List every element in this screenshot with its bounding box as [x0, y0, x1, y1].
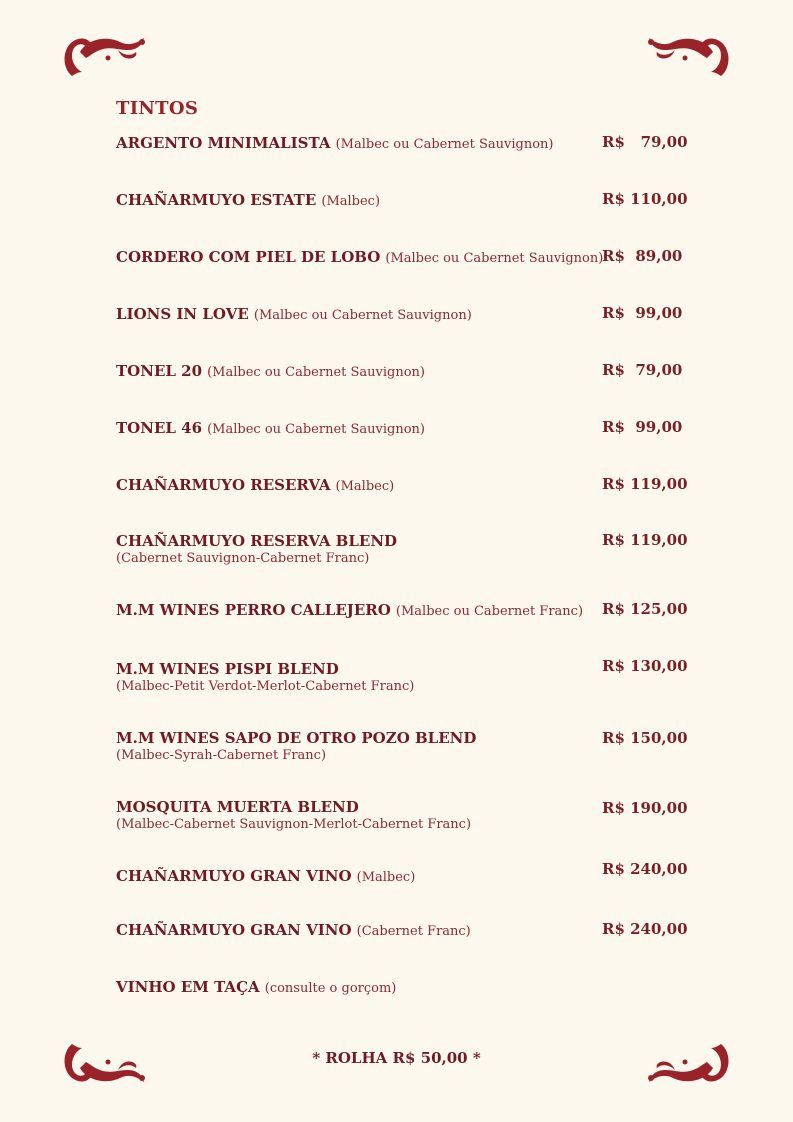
flourish-ornament-icon — [58, 28, 148, 80]
wine-name: CHAÑARMUYO ESTATE — [116, 191, 317, 209]
wine-price: R$ 240,00 — [602, 860, 688, 878]
wine-name: ARGENTO MINIMALISTA — [116, 134, 331, 152]
wine-price: R$ 130,00 — [602, 657, 688, 675]
wine-name: CHAÑARMUYO RESERVA — [116, 476, 331, 494]
wine-name: MOSQUITA MUERTA BLEND — [116, 798, 359, 816]
corkage-fee-note: * ROLHA R$ 50,00 * — [312, 1049, 481, 1067]
wine-name: CORDERO COM PIEL DE LOBO — [116, 248, 381, 266]
wine-grape: (consulte o gorçom) — [264, 981, 397, 996]
wine-price: R$ 240,00 — [602, 920, 688, 938]
section-title: TINTOS — [116, 98, 199, 119]
wine-price: R$ 99,00 — [602, 418, 683, 436]
wine-name: M.M WINES PERRO CALLEJERO — [116, 601, 391, 619]
wine-grape: (Malbec) — [335, 479, 395, 494]
wine-name: M.M WINES PISPI BLEND — [116, 660, 339, 678]
wine-grape: (Malbec-Petit Verdot-Merlot-Cabernet Franc) — [116, 679, 415, 694]
wine-grape: (Malbec-Syrah-Cabernet Franc) — [116, 748, 327, 763]
wine-price: R$ 119,00 — [602, 531, 688, 549]
wine-name: CHAÑARMUYO RESERVA BLEND — [116, 532, 398, 550]
wine-grape: (Malbec ou Cabernet Sauvignon) — [335, 137, 554, 152]
wine-price: R$ 150,00 — [602, 729, 688, 747]
wine-grape: (Malbec ou Cabernet Sauvignon) — [207, 365, 426, 380]
wine-price: R$ 119,00 — [602, 475, 688, 493]
wine-grape: (Malbec ou Cabernet Franc) — [395, 604, 584, 619]
wine-name: CHAÑARMUYO GRAN VINO — [116, 921, 352, 939]
wine-price: R$ 110,00 — [602, 190, 688, 208]
wine-name: CHAÑARMUYO GRAN VINO — [116, 867, 352, 885]
wine-grape: (Cabernet Franc) — [356, 924, 471, 939]
wine-name: TONEL 20 — [116, 362, 203, 380]
flourish-ornament-icon — [645, 28, 735, 80]
wine-grape: (Malbec ou Cabernet Sauvignon) — [253, 308, 472, 323]
wine-grape: (Malbec) — [356, 870, 416, 885]
menu-item — [116, 977, 716, 996]
wine-price: R$ 190,00 — [602, 799, 688, 817]
wine-name: VINHO EM TAÇA — [116, 978, 260, 996]
wine-grape: (Malbec) — [321, 194, 381, 209]
wine-price: R$ 99,00 — [602, 304, 683, 322]
wine-grape: (Malbec ou Cabernet Sauvignon) — [385, 251, 604, 266]
wine-name: M.M WINES SAPO DE OTRO POZO BLEND — [116, 729, 477, 747]
wine-grape: (Malbec-Cabernet Sauvignon-Merlot-Cabernet Franc) — [116, 817, 472, 832]
wine-name: LIONS IN LOVE — [116, 305, 249, 323]
wine-grape: (Cabernet Sauvignon-Cabernet Franc) — [116, 551, 370, 566]
wine-price: R$ 79,00 — [602, 361, 683, 379]
wine-price: R$ 89,00 — [602, 247, 683, 265]
wine-price: R$ 79,00 — [602, 133, 688, 151]
wine-name: TONEL 46 — [116, 419, 203, 437]
wine-grape: (Malbec ou Cabernet Sauvignon) — [207, 422, 426, 437]
wine-price: R$ 125,00 — [602, 600, 688, 618]
